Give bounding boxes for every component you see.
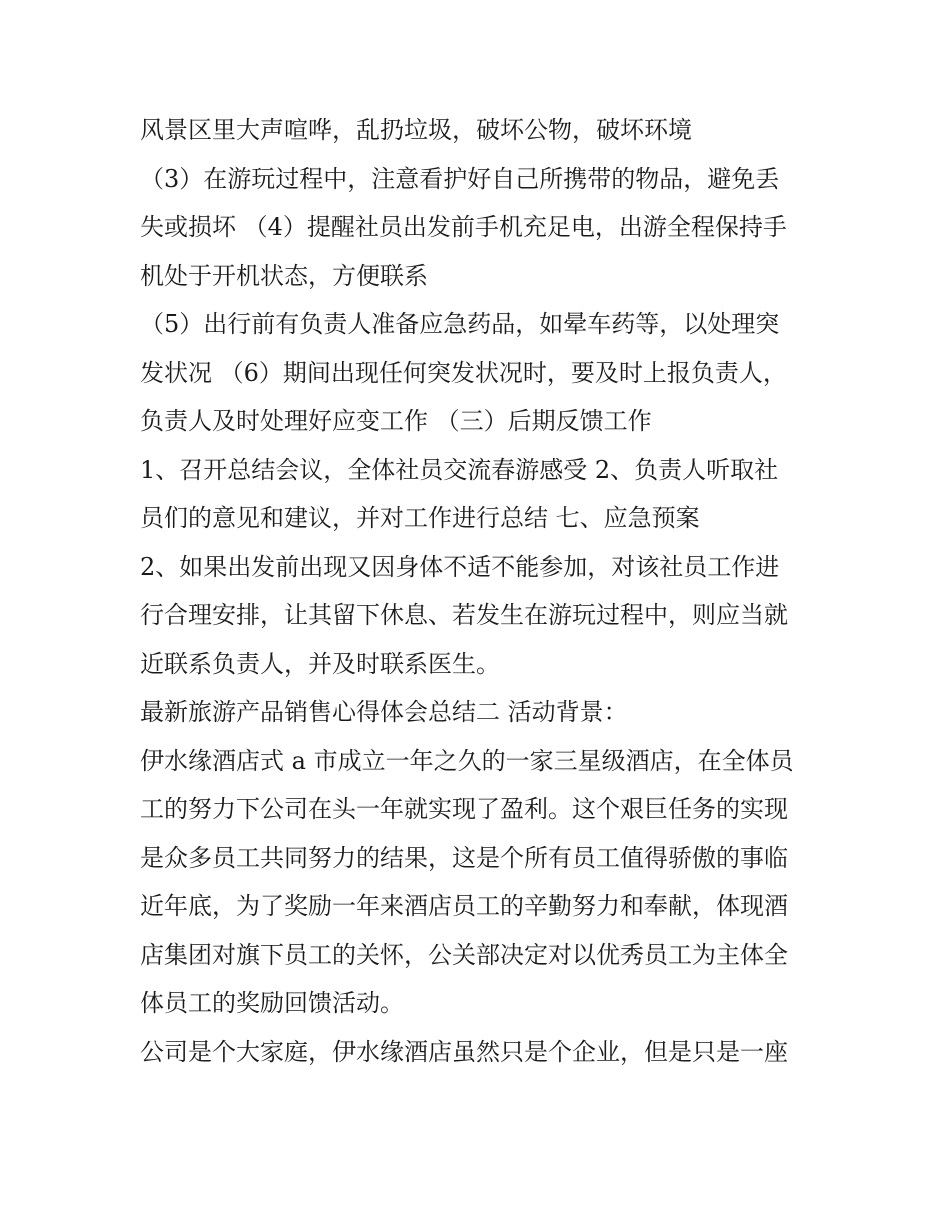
text-line: （5）出行前有负责人准备应急药品，如晕车药等，以处理突	[140, 310, 780, 338]
text-line: 员们的意见和建议，并对工作进行总结 七、应急预案	[140, 504, 700, 532]
text-line: 机处于开机状态，方便联系	[140, 261, 428, 290]
text-line: 伊水缘酒店式 a 市成立一年之久的一家三星级酒店，在全体员	[140, 746, 794, 775]
text-line: 公司是个大家庭，伊水缘酒店虽然只是个企业，但是只是一座	[140, 1037, 788, 1066]
text-line: 工的努力下公司在头一年就实现了盈利。这个艰巨任务的实现	[140, 795, 788, 823]
text-line: 行合理安排，让其留下休息、若发生在游玩过程中，则应当就	[140, 601, 788, 629]
text-line: 负责人及时处理好应变工作 （三）后期反馈工作	[140, 407, 652, 435]
text-line: 发状况 （6）期间出现任何突发状况时，要及时上报负责人，	[140, 358, 787, 387]
text-line: 近联系负责人，并及时联系医生。	[140, 649, 500, 678]
text-line: 是众多员工共同努力的结果，这是个所有员工值得骄傲的事临	[140, 843, 788, 872]
text-line: （3）在游玩过程中，注意看护好自己所携带的物品，避免丢	[140, 164, 780, 193]
document-body	[140, 106, 820, 1076]
text-line: 体员工的奖励回馈活动。	[140, 989, 404, 1017]
text-line: 店集团对旗下员工的关怀，公关部决定对以优秀员工为主体全	[140, 940, 788, 969]
text-line: 失或损坏 （4）提醒社员出发前手机充足电，出游全程保持手	[140, 213, 787, 241]
text-line: 1、召开总结会议，全体社员交流春游感受 2、负责人听取社	[140, 455, 779, 484]
section-heading: 最新旅游产品销售心得体会总结二 活动背景：	[140, 698, 628, 726]
text-line: 近年底，为了奖励一年来酒店员工的辛勤努力和奉献，体现酒	[140, 892, 788, 920]
text-line: 风景区里大声喧哗，乱扔垃圾，破坏公物，破坏环境	[140, 116, 692, 144]
text-line: 2、如果出发前出现又因身体不适不能参加，对该社员工作进	[140, 552, 780, 581]
